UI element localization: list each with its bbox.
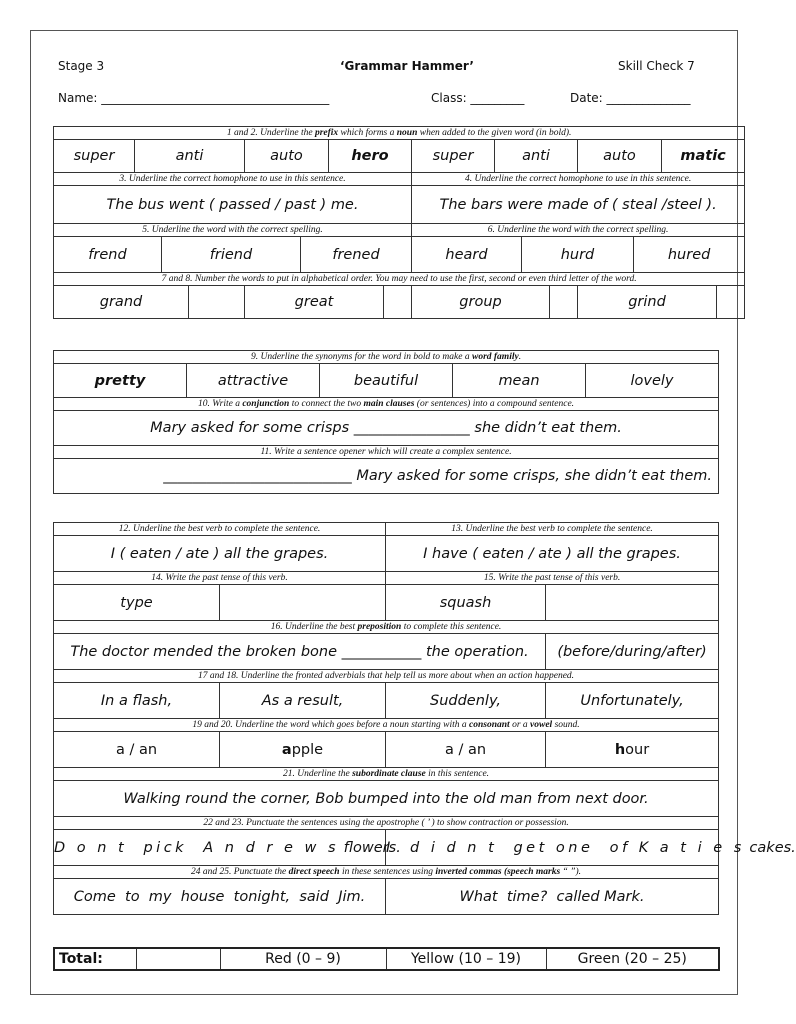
q5-instruction: 5. Underline the word with the correct spelling.: [54, 224, 412, 237]
q16-sentence[interactable]: The doctor mended the broken bone ___________ the operation.: [54, 634, 546, 670]
page-title: ‘Grammar Hammer’: [340, 59, 474, 73]
q14-verb: type: [54, 585, 220, 621]
q25-sentence[interactable]: What time? called Mark.: [386, 879, 719, 915]
prefix-option[interactable]: anti: [135, 140, 245, 173]
q6-instruction: 6. Underline the word with the correct spelling.: [412, 224, 745, 237]
root-word-hero: hero: [329, 140, 412, 173]
prefix-option[interactable]: super: [54, 140, 135, 173]
name-field[interactable]: Name: ______________________________________: [58, 91, 330, 105]
date-field[interactable]: Date: ______________: [570, 91, 691, 105]
word-hour: hour: [546, 732, 719, 768]
q11-instruction: 11. Write a sentence opener which will create a complex sentence.: [54, 446, 719, 459]
synonym-option[interactable]: lovely: [586, 364, 719, 398]
root-word-matic: matic: [662, 140, 745, 173]
synonym-option[interactable]: beautiful: [320, 364, 453, 398]
q21-instruction: 21. Underline the subordinate clause in this sentence.: [54, 768, 719, 781]
q23-sentence[interactable]: I d i d n t get one of K a t i e s cakes.: [386, 830, 719, 866]
q21-sentence[interactable]: Walking round the corner, Bob bumped into the old man from next door.: [54, 781, 719, 817]
band-green: Green (20 – 25): [546, 948, 719, 970]
spelling-option[interactable]: frend: [54, 237, 162, 273]
prefix-option[interactable]: super: [412, 140, 495, 173]
adverbial-option[interactable]: As a result,: [220, 683, 386, 719]
q4-sentence[interactable]: The bars were made of ( steal /steel ).: [412, 186, 745, 224]
adverbial-option[interactable]: Suddenly,: [386, 683, 546, 719]
spelling-option[interactable]: hured: [634, 237, 745, 273]
q9-instruction: 9. Underline the synonyms for the word in bold to make a word family.: [54, 351, 719, 364]
number-box[interactable]: [550, 286, 578, 319]
prefix-option[interactable]: auto: [245, 140, 329, 173]
spelling-option[interactable]: frened: [301, 237, 412, 273]
q1-instruction: 1 and 2. Underline the prefix which forms a noun when added to the given word (in bold).: [54, 127, 745, 140]
section-1-table: [53, 126, 745, 319]
spelling-option[interactable]: hurd: [522, 237, 634, 273]
synonym-option[interactable]: mean: [453, 364, 586, 398]
q12-sentence[interactable]: I ( eaten / ate ) all the grapes.: [54, 536, 386, 572]
q16-options[interactable]: (before/during/after): [546, 634, 719, 670]
alphabetical-word: group: [412, 286, 550, 319]
band-yellow: Yellow (10 – 19): [386, 948, 546, 970]
q24-instruction: 24 and 25. Punctuate the direct speech in these sentences using inverted commas (speech marks “ ”).: [54, 866, 719, 879]
q19-instruction: 19 and 20. Underline the word which goes before a noun starting with a consonant or a vowel sound.: [54, 719, 719, 732]
q7-instruction: 7 and 8. Number the words to put in alphabetical order. You may need to use the first, second or even third letter of the word.: [54, 273, 745, 286]
q10-instruction: 10. Write a conjunction to connect the two main clauses (or sentences) into a compound sentence.: [54, 398, 719, 411]
q24-sentence[interactable]: Come to my house tonight, said Jim.: [54, 879, 386, 915]
article-choice-2[interactable]: a / an: [386, 732, 546, 768]
total-table: [53, 947, 720, 971]
total-label: Total:: [54, 948, 136, 970]
q22-instruction: 22 and 23. Punctuate the sentences using the apostrophe ( ’ ) to show contraction or possession.: [54, 817, 719, 830]
q3-instruction: 3. Underline the correct homophone to use in this sentence.: [54, 173, 412, 186]
q14-instruction: 14. Write the past tense of this verb.: [54, 572, 386, 585]
word-apple: apple: [220, 732, 386, 768]
q10-sentence[interactable]: Mary asked for some crisps ________________ she didn’t eat them.: [54, 411, 719, 446]
adverbial-option[interactable]: In a flash,: [54, 683, 220, 719]
total-score-box[interactable]: [136, 948, 220, 970]
spelling-option[interactable]: heard: [412, 237, 522, 273]
q13-sentence[interactable]: I have ( eaten / ate ) all the grapes.: [386, 536, 719, 572]
q16-instruction: 16. Underline the best preposition to complete this sentence.: [54, 621, 719, 634]
q3-sentence[interactable]: The bus went ( passed / past ) me.: [54, 186, 412, 224]
q17-instruction: 17 and 18. Underline the fronted adverbials that help tell us more about when an action happened.: [54, 670, 719, 683]
synonym-option[interactable]: attractive: [187, 364, 320, 398]
q12-instruction: 12. Underline the best verb to complete the sentence.: [54, 523, 386, 536]
synonym-key-word: pretty: [54, 364, 187, 398]
number-box[interactable]: [384, 286, 412, 319]
q22-sentence[interactable]: D o n t pick A n d r e w s flowers.: [54, 830, 386, 866]
section-2-table: [53, 350, 719, 494]
q14-answer-box[interactable]: [220, 585, 386, 621]
q11-sentence[interactable]: __________________________ Mary asked for some crisps, she didn’t eat them.: [54, 459, 719, 494]
adverbial-option[interactable]: Unfortunately,: [546, 683, 719, 719]
alphabetical-word: grind: [578, 286, 717, 319]
prefix-option[interactable]: auto: [578, 140, 662, 173]
q13-instruction: 13. Underline the best verb to complete the sentence.: [386, 523, 719, 536]
q15-instruction: 15. Write the past tense of this verb.: [386, 572, 719, 585]
class-field[interactable]: Class: _________: [431, 91, 525, 105]
band-red: Red (0 – 9): [220, 948, 386, 970]
number-box[interactable]: [189, 286, 245, 319]
q4-instruction: 4. Underline the correct homophone to use in this sentence.: [412, 173, 745, 186]
skill-check-label: Skill Check 7: [618, 59, 695, 73]
q15-verb: squash: [386, 585, 546, 621]
q15-answer-box[interactable]: [546, 585, 719, 621]
prefix-option[interactable]: anti: [495, 140, 578, 173]
section-3-table: [53, 522, 796, 915]
article-choice-1[interactable]: a / an: [54, 732, 220, 768]
spelling-option[interactable]: friend: [162, 237, 301, 273]
alphabetical-word: great: [245, 286, 384, 319]
stage-label: Stage 3: [58, 59, 105, 73]
number-box[interactable]: [717, 286, 745, 319]
alphabetical-word: grand: [54, 286, 189, 319]
